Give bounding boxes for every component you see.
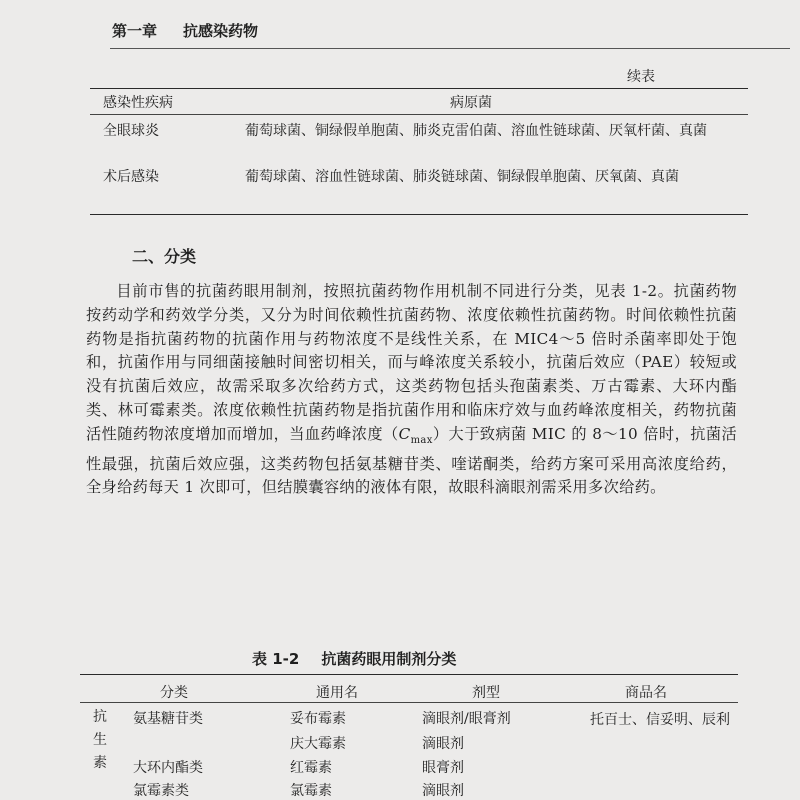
running-head-rule <box>110 48 790 49</box>
section-heading: 二、分类 <box>132 247 197 266</box>
table2-header-rule <box>80 702 738 703</box>
table2-header-generic: 通用名 <box>316 685 358 701</box>
table1-row-pathogens: 葡萄球菌、溶血性链球菌、肺炎链球菌、铜绿假单胞菌、厌氧菌、真菌 <box>245 169 679 185</box>
table2-cell-class: 大环内酯类 <box>133 760 203 776</box>
table2-group-label: 抗生素 <box>93 709 107 771</box>
paragraph-text-part2: ）大于致病菌 MIC 的 8～10 倍时，抗菌活性最强，抗菌后效应强，这类药物包括氨基糖苷类、喹诺酮类，给药方案可采用高浓度给药，全身给药每天 1 次即可，但结膜囊容纳的液体有限，故眼科滴眼剂需采用多次给药。 <box>86 424 737 497</box>
cmax-subscript: max <box>410 434 433 446</box>
table1-bottom-rule <box>90 214 748 215</box>
table-continued-label: 续表 <box>627 69 655 85</box>
chapter-title: 抗感染药物 <box>183 22 259 40</box>
table2-cell-generic: 妥布霉素 <box>290 711 346 727</box>
table2-cell-form: 滴眼剂 <box>422 783 464 799</box>
table1-header-disease: 感染性疾病 <box>103 95 173 111</box>
table2-cell-form: 滴眼剂 <box>422 736 464 752</box>
table2-cell-class: 氨基糖苷类 <box>133 711 203 727</box>
table1-row-disease: 术后感染 <box>103 169 159 185</box>
table2-top-rule <box>80 674 738 675</box>
running-head <box>112 20 258 41</box>
table2-header-brand: 商品名 <box>625 685 667 701</box>
table2-cell-generic: 氯霉素 <box>290 783 332 799</box>
table2-cell-generic: 庆大霉素 <box>290 736 346 752</box>
table1-top-rule <box>90 88 748 89</box>
table2-caption <box>252 648 456 669</box>
table1-header-pathogen: 病原菌 <box>450 95 492 111</box>
table2-cell-form: 滴眼剂/眼膏剂 <box>422 711 511 727</box>
table1-header-rule <box>90 114 748 115</box>
table1-row-pathogens: 葡萄球菌、铜绿假单胞菌、肺炎克雷伯菌、溶血性链球菌、厌氧杆菌、真菌 <box>245 123 707 139</box>
table2-header-class: 分类 <box>160 685 188 701</box>
cmax-symbol: C <box>398 424 411 443</box>
table2-cell-brand: 托百士、信妥明、辰利 <box>590 712 730 728</box>
table2-cell-class: 氯霉素类 <box>133 783 189 799</box>
body-paragraph <box>86 280 737 500</box>
table2-cell-generic: 红霉素 <box>290 760 332 776</box>
table1-row-disease: 全眼球炎 <box>103 123 159 139</box>
paragraph-text-part1: 目前市售的抗菌药眼用制剂，按照抗菌药物作用机制不同进行分类，见表 1-2。抗菌药物按药动学和药效学分类，又分为时间依赖性抗菌药物、浓度依赖性抗菌药物。时间依赖性抗菌药物是指抗菌药物的抗菌作用与药物浓度不是线性关系，在 MIC4～5 倍时杀菌率即处于饱和，抗菌作用与同细菌接触时间密切相关，而与峰浓度关系较小，抗菌后效应（PAE）较短或没有抗菌后效应，故需采取多次给药方式，这类药物包括头孢菌素类、万古霉素、大环内酯类、林可霉素类。浓度依赖性抗菌药物是指抗菌作用和临床疗效与血药峰浓度相关，药物抗菌活性随药物浓度增加而增加，当血药峰浓度（ <box>86 282 737 443</box>
table2-header-form: 剂型 <box>472 685 500 701</box>
chapter-number: 第一章 <box>112 22 158 40</box>
table2-number: 表 1-2 <box>252 650 300 668</box>
table2-title: 抗菌药眼用制剂分类 <box>321 650 457 668</box>
table2-cell-form: 眼膏剂 <box>422 760 464 776</box>
